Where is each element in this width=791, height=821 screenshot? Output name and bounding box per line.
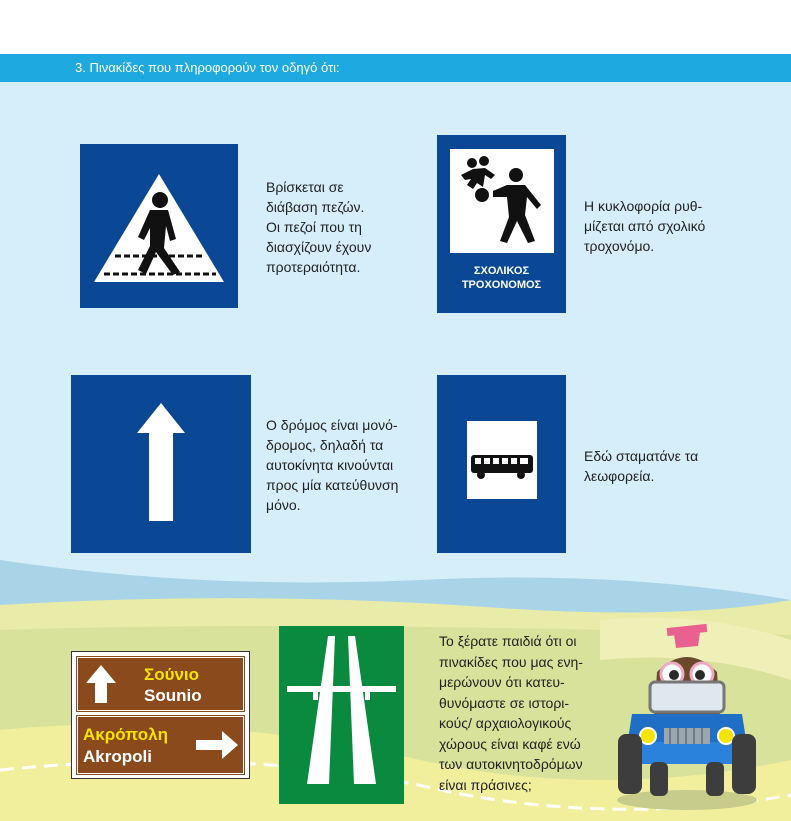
section-header	[0, 54, 791, 82]
page-top-margin	[0, 0, 791, 54]
motorway-sign	[279, 626, 404, 804]
arrow-up-icon	[84, 663, 118, 705]
pedestrian-crossing-sign	[80, 144, 238, 308]
sounio-latin-label: Sounio	[144, 686, 202, 705]
owl-jeep-illustration	[612, 622, 762, 812]
did-you-know-text: Το ξέρατε παιδιά ότι οι πινακίδες που μας ενη- μερώνουν ότι κατευ- θυνόμαστε σε ιστορι- κούς/ αρχαιολογικούς χώρους είναι καφέ ενώ των αυτοκινητοδρόμων είναι πράσινες;	[439, 633, 583, 793]
bus-stop-description: Εδώ σταματάνε τα λεωφορεία.	[584, 448, 699, 484]
school-patrol-label: ΣΧΟΛΙΚΟΣ ΤΡΟΧΟΝΟΜΟΣ	[461, 265, 542, 291]
crossing-description: Βρίσκεται σε διάβαση πεζών. Οι πεζοί που τη διασχίζουν έχουν προτεραιότητα.	[266, 179, 372, 275]
one-way-sign	[71, 375, 251, 553]
akropoli-latin-label: Akropoli	[83, 747, 152, 766]
direction-sign	[71, 651, 250, 779]
section-title: 3. Πινακίδες που πληροφορούν τον οδηγό ότι:	[75, 60, 340, 75]
arrow-right-icon	[194, 729, 240, 761]
school-patrol-description: Η κυκλοφορία ρυθ- μίζεται από σχολικό τροχονόμο.	[584, 198, 706, 254]
direction-panel-sounio	[77, 657, 244, 711]
sounio-greek-label: Σούνιο	[144, 665, 200, 684]
akropoli-greek-label: Ακρόπολη	[83, 725, 168, 744]
one-way-description: Ο δρόμος είναι μονό- δρομος, δηλαδή τα αυτοκίνητα κινούνται προς μία κατεύθυνση μόνο.	[266, 417, 399, 513]
bus-stop-sign	[437, 375, 566, 553]
direction-panel-akropoli	[77, 716, 244, 774]
